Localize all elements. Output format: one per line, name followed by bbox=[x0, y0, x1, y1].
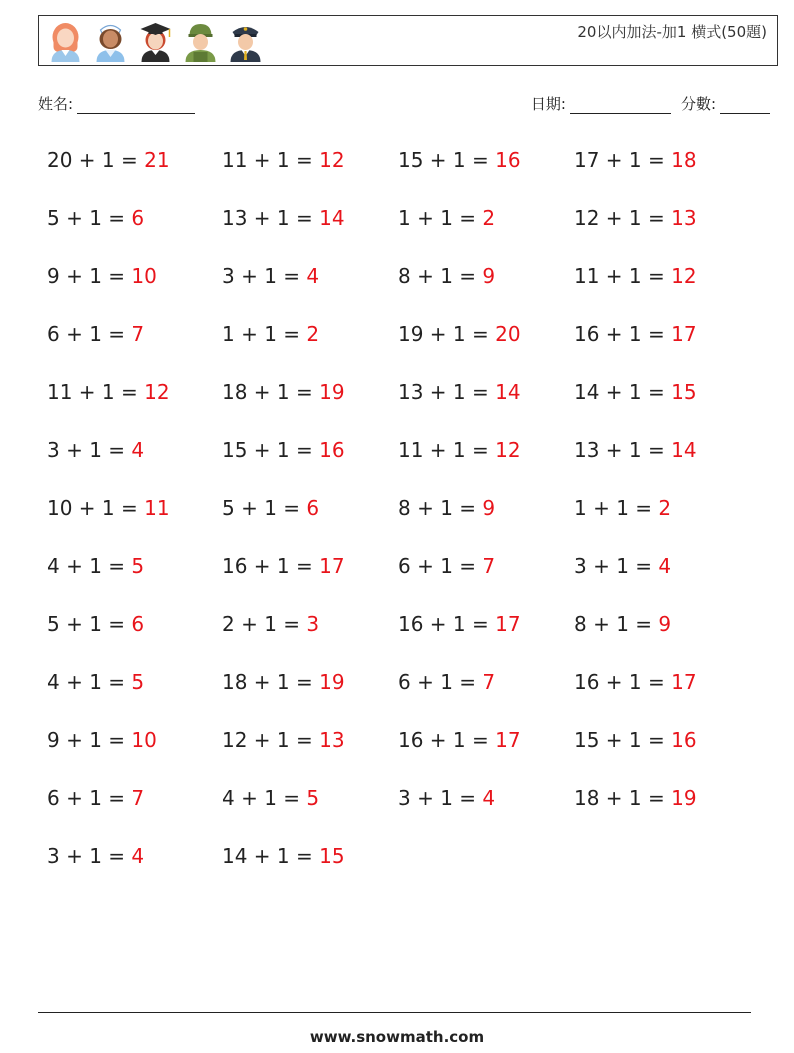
problem-answer: 12 bbox=[671, 264, 697, 288]
problem-equation: 13 + 1 = bbox=[222, 206, 320, 230]
problem-item bbox=[47, 372, 222, 430]
problem-item bbox=[222, 604, 398, 662]
problem-equation: 5 + 1 = bbox=[222, 496, 307, 520]
problem-item bbox=[574, 372, 750, 430]
problem-item bbox=[574, 198, 750, 256]
score-blank[interactable] bbox=[720, 98, 770, 114]
problem-answer: 6 bbox=[306, 496, 320, 520]
problem-item bbox=[222, 778, 398, 836]
problem-item bbox=[47, 198, 222, 256]
name-field bbox=[38, 93, 195, 114]
problem-item bbox=[398, 256, 574, 314]
graduate-avatar-icon bbox=[135, 20, 176, 62]
problem-item bbox=[222, 720, 398, 778]
problem-answer: 17 bbox=[671, 322, 697, 346]
problem-answer: 13 bbox=[319, 728, 345, 752]
problem-item bbox=[222, 314, 398, 372]
problem-equation: 14 + 1 = bbox=[574, 380, 672, 404]
problem-item bbox=[47, 488, 222, 546]
problem-equation: 2 + 1 = bbox=[222, 612, 307, 636]
problem-equation: 9 + 1 = bbox=[47, 728, 132, 752]
problem-answer: 19 bbox=[671, 786, 697, 810]
problem-answer: 12 bbox=[319, 148, 345, 172]
problem-item bbox=[574, 140, 750, 198]
problem-item bbox=[222, 430, 398, 488]
problem-item bbox=[222, 662, 398, 720]
problem-item bbox=[398, 372, 574, 430]
problem-equation: 1 + 1 = bbox=[222, 322, 307, 346]
problem-answer: 7 bbox=[482, 554, 496, 578]
problem-equation: 16 + 1 = bbox=[398, 612, 496, 636]
problem-answer: 16 bbox=[319, 438, 345, 462]
problem-answer: 6 bbox=[131, 206, 145, 230]
problem-equation: 18 + 1 = bbox=[574, 786, 672, 810]
problem-answer: 7 bbox=[131, 322, 145, 346]
problem-item bbox=[574, 778, 750, 836]
problem-equation: 6 + 1 = bbox=[47, 322, 132, 346]
problem-item bbox=[398, 430, 574, 488]
worksheet-title: 20以内加法-加1 横式(50題) bbox=[577, 23, 767, 41]
problem-item bbox=[574, 430, 750, 488]
problem-item bbox=[222, 546, 398, 604]
problem-item bbox=[574, 488, 750, 546]
problem-answer: 17 bbox=[671, 670, 697, 694]
problem-answer: 18 bbox=[671, 148, 697, 172]
problem-answer: 4 bbox=[131, 438, 145, 462]
problem-equation: 3 + 1 = bbox=[398, 786, 483, 810]
problem-item bbox=[47, 778, 222, 836]
problem-item bbox=[574, 662, 750, 720]
police-officer-avatar-icon bbox=[225, 20, 266, 62]
problem-equation: 17 + 1 = bbox=[574, 148, 672, 172]
problem-answer: 6 bbox=[131, 612, 145, 636]
problem-equation: 18 + 1 = bbox=[222, 380, 320, 404]
problem-answer: 11 bbox=[144, 496, 170, 520]
problem-item bbox=[398, 546, 574, 604]
problem-equation: 14 + 1 = bbox=[222, 844, 320, 868]
problem-item bbox=[222, 836, 398, 894]
problem-answer: 20 bbox=[495, 322, 521, 346]
problem-equation: 16 + 1 = bbox=[574, 322, 672, 346]
soldier-avatar-icon bbox=[180, 20, 221, 62]
problem-item bbox=[47, 662, 222, 720]
problem-answer: 5 bbox=[131, 670, 145, 694]
problem-answer: 15 bbox=[671, 380, 697, 404]
woman-avatar-icon bbox=[45, 20, 86, 62]
problem-answer: 4 bbox=[131, 844, 145, 868]
problem-grid bbox=[47, 140, 750, 894]
problem-item bbox=[398, 140, 574, 198]
problem-equation: 8 + 1 = bbox=[398, 496, 483, 520]
problem-answer: 19 bbox=[319, 380, 345, 404]
problem-answer: 14 bbox=[319, 206, 345, 230]
problem-equation: 11 + 1 = bbox=[222, 148, 320, 172]
problem-item bbox=[222, 140, 398, 198]
problem-answer: 9 bbox=[482, 264, 496, 288]
problem-equation: 13 + 1 = bbox=[398, 380, 496, 404]
problem-answer: 4 bbox=[658, 554, 672, 578]
score-label: 分數: bbox=[680, 95, 716, 113]
problem-equation: 9 + 1 = bbox=[47, 264, 132, 288]
problem-equation: 8 + 1 = bbox=[574, 612, 659, 636]
problem-item bbox=[574, 546, 750, 604]
problem-item bbox=[574, 314, 750, 372]
problem-item bbox=[574, 604, 750, 662]
problem-item bbox=[398, 488, 574, 546]
problem-equation: 15 + 1 = bbox=[574, 728, 672, 752]
problem-equation: 3 + 1 = bbox=[47, 438, 132, 462]
problem-item bbox=[398, 604, 574, 662]
problem-equation: 4 + 1 = bbox=[222, 786, 307, 810]
problem-equation: 12 + 1 = bbox=[574, 206, 672, 230]
problem-answer: 10 bbox=[131, 728, 157, 752]
problem-answer: 12 bbox=[144, 380, 170, 404]
problem-answer: 13 bbox=[671, 206, 697, 230]
problem-equation: 4 + 1 = bbox=[47, 554, 132, 578]
problem-answer: 15 bbox=[319, 844, 345, 868]
problem-item bbox=[398, 314, 574, 372]
problem-item bbox=[222, 488, 398, 546]
date-score-fields bbox=[531, 93, 770, 114]
problem-equation: 16 + 1 = bbox=[398, 728, 496, 752]
problem-equation: 15 + 1 = bbox=[398, 148, 496, 172]
problem-item bbox=[47, 720, 222, 778]
problem-equation: 6 + 1 = bbox=[47, 786, 132, 810]
problem-answer: 9 bbox=[482, 496, 496, 520]
problem-equation: 4 + 1 = bbox=[47, 670, 132, 694]
problem-answer: 9 bbox=[658, 612, 672, 636]
problem-equation: 1 + 1 = bbox=[574, 496, 659, 520]
problem-item bbox=[222, 256, 398, 314]
worksheet-header bbox=[38, 15, 778, 66]
problem-equation: 15 + 1 = bbox=[222, 438, 320, 462]
problem-answer: 7 bbox=[482, 670, 496, 694]
problem-answer: 10 bbox=[131, 264, 157, 288]
problem-equation: 6 + 1 = bbox=[398, 670, 483, 694]
problem-answer: 16 bbox=[671, 728, 697, 752]
problem-equation: 11 + 1 = bbox=[398, 438, 496, 462]
problem-item bbox=[47, 314, 222, 372]
footer-divider bbox=[38, 1012, 751, 1013]
problem-item bbox=[47, 836, 222, 894]
problem-equation: 3 + 1 = bbox=[222, 264, 307, 288]
problem-item bbox=[398, 778, 574, 836]
problem-answer: 7 bbox=[131, 786, 145, 810]
problem-equation: 3 + 1 = bbox=[47, 844, 132, 868]
problem-item bbox=[47, 430, 222, 488]
name-blank[interactable] bbox=[77, 98, 195, 114]
problem-item bbox=[574, 720, 750, 778]
problem-item bbox=[47, 546, 222, 604]
problem-equation: 10 + 1 = bbox=[47, 496, 145, 520]
problem-answer: 12 bbox=[495, 438, 521, 462]
problem-equation: 8 + 1 = bbox=[398, 264, 483, 288]
problem-answer: 2 bbox=[658, 496, 672, 520]
problem-answer: 4 bbox=[482, 786, 496, 810]
date-blank[interactable] bbox=[570, 98, 671, 114]
problem-answer: 21 bbox=[144, 148, 170, 172]
problem-item bbox=[222, 198, 398, 256]
problem-answer: 5 bbox=[306, 786, 320, 810]
problem-item bbox=[47, 256, 222, 314]
problem-item bbox=[47, 140, 222, 198]
problem-equation: 13 + 1 = bbox=[574, 438, 672, 462]
problem-equation: 16 + 1 = bbox=[222, 554, 320, 578]
problem-answer: 17 bbox=[495, 728, 521, 752]
avatar-strip bbox=[45, 20, 266, 62]
problem-answer: 2 bbox=[482, 206, 496, 230]
problem-equation: 19 + 1 = bbox=[398, 322, 496, 346]
problem-equation: 12 + 1 = bbox=[222, 728, 320, 752]
problem-equation: 20 + 1 = bbox=[47, 148, 145, 172]
problem-item bbox=[398, 198, 574, 256]
date-label: 日期: bbox=[530, 95, 566, 113]
problem-answer: 17 bbox=[319, 554, 345, 578]
problem-answer: 3 bbox=[306, 612, 320, 636]
problem-equation: 3 + 1 = bbox=[574, 554, 659, 578]
problem-equation: 16 + 1 = bbox=[574, 670, 672, 694]
problem-equation: 11 + 1 = bbox=[47, 380, 145, 404]
problem-equation: 5 + 1 = bbox=[47, 612, 132, 636]
footer-url: www.snowmath.com bbox=[309, 1028, 485, 1046]
name-label: 姓名: bbox=[38, 95, 74, 113]
problem-equation: 6 + 1 = bbox=[398, 554, 483, 578]
problem-equation: 1 + 1 = bbox=[398, 206, 483, 230]
problem-answer: 4 bbox=[306, 264, 320, 288]
problem-answer: 14 bbox=[495, 380, 521, 404]
problem-equation: 5 + 1 = bbox=[47, 206, 132, 230]
problem-answer: 16 bbox=[495, 148, 521, 172]
problem-equation: 18 + 1 = bbox=[222, 670, 320, 694]
nurse-avatar-icon bbox=[90, 20, 131, 62]
problem-item bbox=[574, 256, 750, 314]
problem-answer: 2 bbox=[306, 322, 320, 346]
problem-item bbox=[47, 604, 222, 662]
problem-item bbox=[222, 372, 398, 430]
problem-answer: 5 bbox=[131, 554, 145, 578]
problem-item bbox=[398, 662, 574, 720]
problem-answer: 19 bbox=[319, 670, 345, 694]
problem-equation: 11 + 1 = bbox=[574, 264, 672, 288]
problem-item bbox=[398, 720, 574, 778]
problem-answer: 17 bbox=[495, 612, 521, 636]
problem-answer: 14 bbox=[671, 438, 697, 462]
